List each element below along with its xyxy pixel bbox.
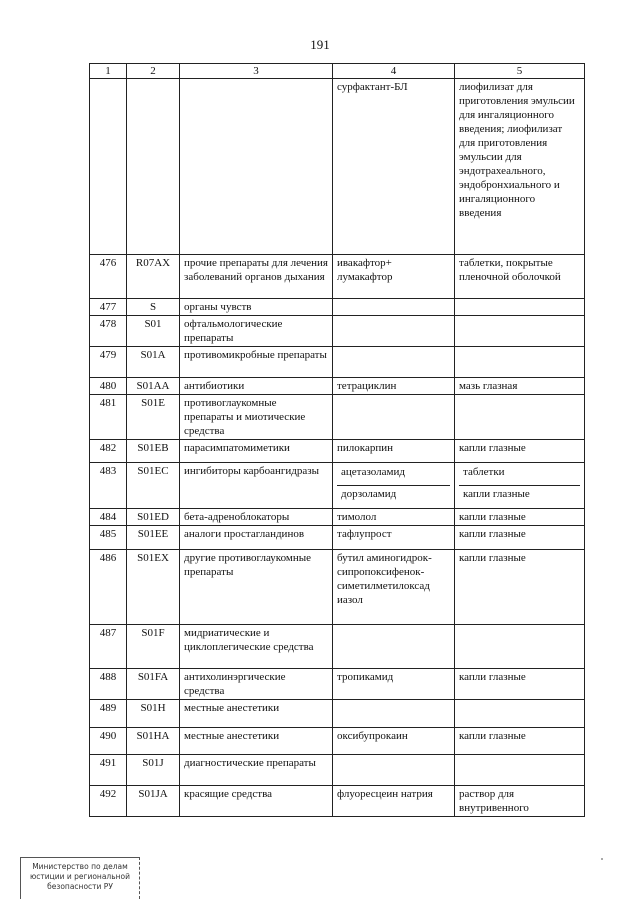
anatomical-group: аналоги простагландинов (180, 526, 333, 550)
drug-name: пилокарпин (333, 440, 455, 463)
atc-code: S01EC (127, 463, 180, 509)
drug-name: ивакафтор+ лумакафтор (333, 255, 455, 299)
anatomical-group: офтальмологические препараты (180, 316, 333, 347)
drug-name (333, 700, 455, 728)
anatomical-group: другие противоглаукомные препараты (180, 550, 333, 625)
anatomical-group: ингибиторы карбоангидразы (180, 463, 333, 509)
drug-name (333, 755, 455, 786)
anatomical-group: противомикробные препараты (180, 347, 333, 378)
header-cell: 5 (455, 64, 585, 79)
row-number: 488 (90, 669, 127, 700)
row-number: 490 (90, 728, 127, 755)
table-row (90, 509, 585, 526)
atc-code: S01F (127, 625, 180, 669)
drug-name: тимолол (333, 509, 455, 526)
anatomical-group: бета-адреноблокаторы (180, 509, 333, 526)
atc-code: S01FA (127, 669, 180, 700)
drug-name: флуоресцеин натрия (333, 786, 455, 817)
atc-code: S01EE (127, 526, 180, 550)
drug-name (333, 625, 455, 669)
dosage-form: капли глазные (455, 509, 585, 526)
atc-code: S01HA (127, 728, 180, 755)
table-row (90, 463, 585, 509)
table-row (90, 79, 585, 255)
anatomical-group: органы чувств (180, 299, 333, 316)
dosage-form (455, 299, 585, 316)
dosage-form: таблетки, покрытые пленочной оболочкой (455, 255, 585, 299)
dosage-form: капли глазные (455, 440, 585, 463)
atc-code: R07AX (127, 255, 180, 299)
row-number: 491 (90, 755, 127, 786)
header-cell: 1 (90, 64, 127, 79)
dosage-form (455, 347, 585, 378)
table-row (90, 755, 585, 786)
atc-code: S01EX (127, 550, 180, 625)
atc-code: S01J (127, 755, 180, 786)
atc-code: S01 (127, 316, 180, 347)
row-number (90, 79, 127, 255)
drug-name: ацетазоламид (341, 466, 405, 478)
header-cell: 2 (127, 64, 180, 79)
drug-name (333, 347, 455, 378)
row-number: 489 (90, 700, 127, 728)
dosage-form-cell (455, 463, 585, 509)
atc-code: S (127, 299, 180, 316)
row-number: 485 (90, 526, 127, 550)
table-row (90, 255, 585, 299)
table-row (90, 700, 585, 728)
header-cell: 4 (333, 64, 455, 79)
anatomical-group: прочие препараты для лечения заболеваний органов дыхания (180, 255, 333, 299)
header-row (90, 64, 585, 79)
row-number: 478 (90, 316, 127, 347)
drug-name (333, 395, 455, 440)
stamp-line: юстиции и региональной (29, 872, 131, 881)
page-number: 191 (310, 37, 330, 52)
row-number: 486 (90, 550, 127, 625)
row-number: 484 (90, 509, 127, 526)
drug-name (333, 316, 455, 347)
row-number: 492 (90, 786, 127, 817)
scan-speck (601, 858, 603, 860)
dosage-form (455, 625, 585, 669)
dosage-form: раствор для внутривенного (455, 786, 585, 817)
dosage-form (455, 316, 585, 347)
atc-code: S01E (127, 395, 180, 440)
anatomical-group: местные анестетики (180, 728, 333, 755)
drug-name: тафлупрост (333, 526, 455, 550)
anatomical-group: противоглаукомные препараты и миотические средства (180, 395, 333, 440)
stamp-line: безопасности РУ (47, 882, 113, 891)
dosage-form: лиофилизат для приготовления эмульсии для ингаляционного введения; лиофилизат для приготовления эмульсии для эндотрахеального, эндобронхиального и ингаляционного введения (455, 79, 585, 255)
dosage-form: таблетки (463, 466, 505, 478)
atc-code: S01JA (127, 786, 180, 817)
anatomical-group: парасимпатомиметики (180, 440, 333, 463)
anatomical-group: антихолинэргические средства (180, 669, 333, 700)
row-number: 487 (90, 625, 127, 669)
dosage-form: капли глазные (455, 550, 585, 625)
table-row (90, 550, 585, 625)
row-number: 480 (90, 378, 127, 395)
row-number: 476 (90, 255, 127, 299)
drug-name: оксибупрокаин (333, 728, 455, 755)
table-row (90, 728, 585, 755)
atc-code: S01A (127, 347, 180, 378)
table-row (90, 440, 585, 463)
stamp-line: Министерство по делам (32, 862, 128, 871)
table-row (90, 299, 585, 316)
table-row (90, 378, 585, 395)
row-number: 479 (90, 347, 127, 378)
table-row (90, 669, 585, 700)
ministry-stamp (20, 857, 140, 899)
drug-name: тропикамид (333, 669, 455, 700)
table-row (90, 395, 585, 440)
row-number: 482 (90, 440, 127, 463)
drug-name-cell (333, 463, 455, 509)
table-row (90, 347, 585, 378)
atc-code: S01EB (127, 440, 180, 463)
anatomical-group: местные анестетики (180, 700, 333, 728)
table-row (90, 786, 585, 817)
atc-code: S01ED (127, 509, 180, 526)
anatomical-group: мидриатические и циклоплегические средства (180, 625, 333, 669)
drug-name: тетрациклин (333, 378, 455, 395)
anatomical-group: красящие средства (180, 786, 333, 817)
table-row (90, 316, 585, 347)
dosage-form: капли глазные (455, 728, 585, 755)
dosage-form: капли глазные (455, 669, 585, 700)
atc-code (127, 79, 180, 255)
atc-code: S01H (127, 700, 180, 728)
row-number: 483 (90, 463, 127, 509)
dosage-form: капли глазные (459, 485, 580, 507)
header-cell: 3 (180, 64, 333, 79)
row-number: 477 (90, 299, 127, 316)
dosage-form: мазь глазная (455, 378, 585, 395)
table-row (90, 526, 585, 550)
dosage-form (455, 755, 585, 786)
drug-table (89, 63, 585, 817)
drug-name: сурфактант-БЛ (333, 79, 455, 255)
atc-code: S01AA (127, 378, 180, 395)
table-row (90, 625, 585, 669)
row-number: 481 (90, 395, 127, 440)
anatomical-group: диагностические препараты (180, 755, 333, 786)
drug-name: бутил аминогидрок-сипропоксифенок-симетилметилоксад иазол (333, 550, 455, 625)
drug-name: дорзоламид (337, 485, 450, 507)
anatomical-group: антибиотики (180, 378, 333, 395)
anatomical-group (180, 79, 333, 255)
table-body (90, 79, 585, 817)
dosage-form: капли глазные (455, 526, 585, 550)
dosage-form (455, 700, 585, 728)
drug-name (333, 299, 455, 316)
dosage-form (455, 395, 585, 440)
